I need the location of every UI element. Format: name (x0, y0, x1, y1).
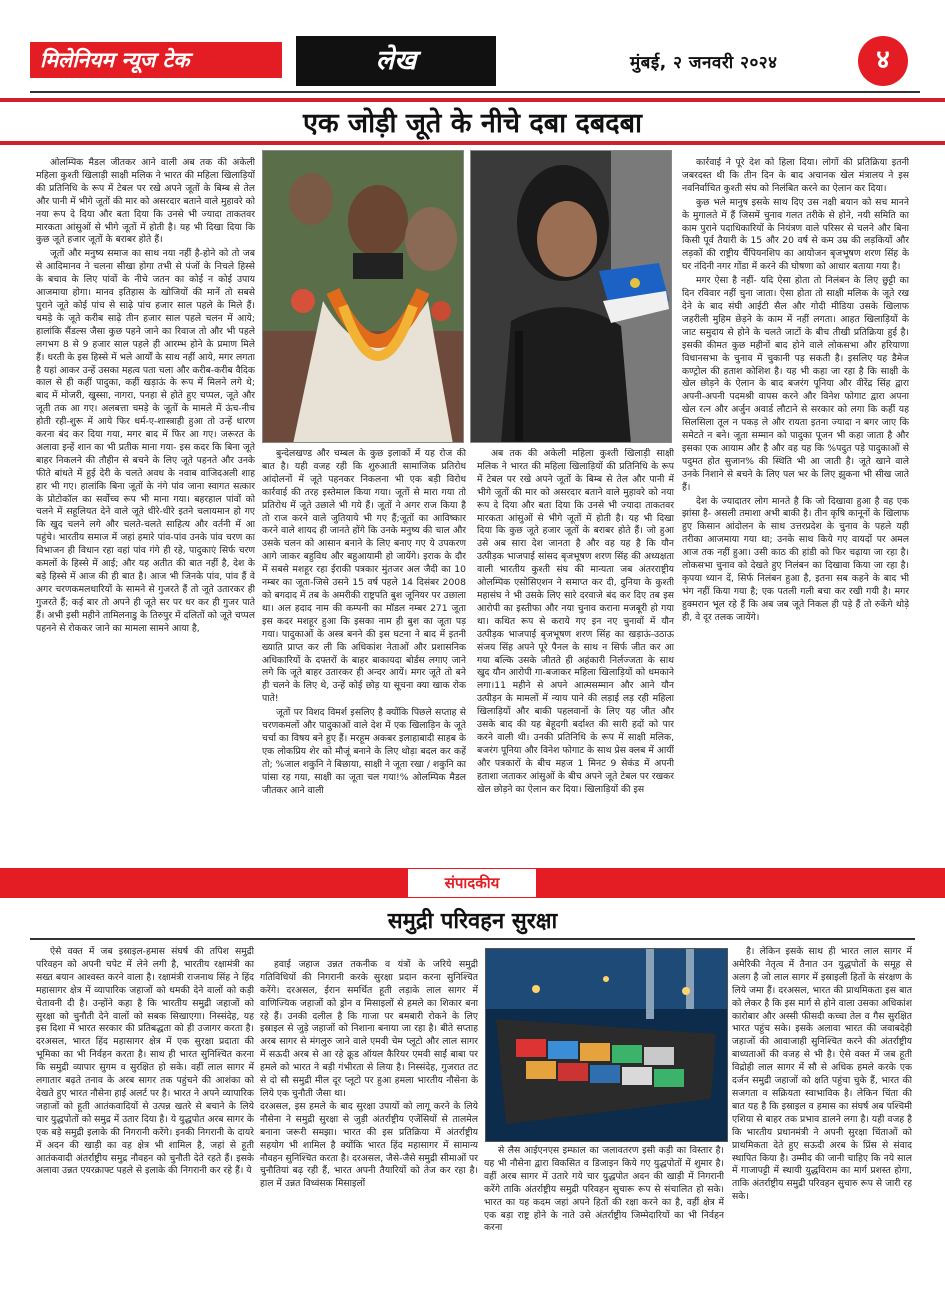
editorial-column-3 (484, 1145, 724, 1250)
article-headline: एक जोड़ी जूते के नीचे दबा दबदबा (302, 108, 643, 139)
article-paragraph: अब तक की अकेली महिला कुश्ती खिलाड़ी साक्षी मलिक ने भारत की महिला खिलाड़ियों की प्रतिनिधि के रूप में टेबल पर रखे अपने जूतों के बिम्ब से तेल और पानी में भीगे जूतों की मार को असरदार बताने वाले मुहावरे को नया रूप दे दिया और बता दिया कि उनसे भी ज्यादा ताकतवर मारकता आंसुओं से भीगे जूतों में होती है। यह भी दिखा दिया कि कुछ जूते हजार जूतों के बराबर होते हैं। जो हुआ उसे अब सारा देश जानता है और वह यह है कि यौन उत्पीड़क भाजपाई सांसद बृजभूषण शरण सिंह की अध्यक्षता वाली भारतीय कुश्ती संघ की मान्यता जब अंतरराष्ट्रीय ओलम्पिक एसोसिएशन ने समाप्त कर दी, दुनिया के कुश्ती महासंघ ने भी उसके लिए सारे दरवाजे बंद कर दिए तब इस आरोपी का इस्तीफा और नया चुनाव कराना मजबूरी हो गया था। कथित रूप से कराये गए इन नए चुनावों में यौन उत्पीड़क भाजपाई बृजभूषण शरण सिंह का खड़ाऊं-उठाऊ संजय सिंह अपने पूरे पैनल के साथ न सिर्फ जीत कर आ गया बल्कि उसके जीतते ही अहंकारी निर्लज्जता के साथ खुद यौन आरोपी गा-बजाकर महिला खिलाड़ियों को धमकाने लगा।11 महीने से अपने आत्मसम्मान और आने यौन उत्पीड़न के मामलों में न्याय पाने की लड़ाई लड़ रही महिला खिलाड़ियों और बाकी पहलवानों के लिए यह जीत और उसके बाद की यह बेहूदगी बर्दाश्त की सारी हदों को पार करने वाली थी। उनकी प्रतिनिधि के रूप में साक्षी मलिक, बजरंग पूनिया और विनेश फोगाट के साथ प्रेस क्लब में आयीं और पत्रकारों के बीच महज 1 मिनट 9 सेकंड में अपनी हताशा जताकर आंसुओं के बीच अपने जूते टेबल पर रखकर खेल छोड़ने का ऐलान कर दिया। खिलाड़ियों की इस (477, 448, 674, 795)
editorial-headline: समुद्री परिवहन सुरक्षा (387, 909, 558, 934)
article-paragraph: देश के ज्यादातर लोग मानते है कि जो दिखावा हुआ है वह एक झांसा है- असली तमाशा अभी बाकी है। तीन कृषि कानूनों के खिलाफ हुए किसान आंदोलन के साथ उत्तरप्रदेश के चुनाव के पहले यही तरीका आजमाया गया था; उनके साथ किये गए वायदों पर अमल आज तक नहीं हुआ। उसी काठ की हांडी को फिर चढ़ाया जा रहा है। लोकसभा चुनाव को देखते हुए निलंबन का दिखावा किया जा रहा है। कृपया ध्यान दें, सिर्फ निलंबन हुआ है, इतना सब कहने के बाद भी भंग नहीं किया गया है; एक पतली गली बचा कर रखी गयी है। मगर हुक्मरान भूल रहे हैं कि अब जब जूते निकल ही पड़े हैं तो रुकेंगे थोड़े ही, वे दूर तलक जायेंगे। (682, 495, 909, 623)
article-paragraph: कार्रवाई ने पूरे देश को हिला दिया। लोगों की प्रतिक्रिया इतनी जबरदस्त थी कि तीन दिन के बाद अचानक खेल मंत्रालय ने इस नवनिर्वाचित कुश्ती संघ को निलंबित करने का ऐलान कर दिया। (682, 157, 909, 194)
headline-top-bar (0, 98, 945, 102)
editorial-tag: संपादकीय (408, 869, 536, 897)
photo-sakshi-malik-shoes (470, 150, 672, 443)
editorial-column-1 (36, 946, 254, 1246)
editorial-column-2 (260, 946, 478, 1246)
editorial-rule (30, 938, 915, 940)
page-number: ४ (858, 36, 908, 86)
publication-name: मिलेनियम न्यूज टेक (30, 42, 282, 78)
headline-bottom-bar (0, 141, 945, 145)
article-column-2 (262, 448, 466, 864)
editorial-paragraph: है। लेकिन इसके साथ ही भारत लाल सागर में अमेरिकी नेतृत्व में तैनात उन युद्धपोतों के समूह से अलग है जो लाल सागर में इस्राइली हितों के संरक्षण के लिये जमा हैं। दरअसल, भारत की प्राथमिकता इस बात को लेकर है कि इस मार्ग से होने वाला उसका अधिकांश कारोबार और अस्सी फीसदी कच्चा तेल व गैस सुरक्षित भारत पहुंच सके। इसके अलावा भारत की जवाबदेही जहाजों की आवाजाही सुनिश्चित करने की अंतर्राष्ट्रीय बाध्यताओं की वजह से भी है। ऐसे वक्त में जब हूती विद्रोही लाल सागर में सौ से अधिक हमले करके एक दर्जन समुद्री जहाजों को क्षति पहुंचा चुके हैं, भारत की सजगता व सक्रियता स्वाभाविक है। लेकिन चिंता की बात यह है कि इस्राइल व हमास का संघर्ष अब पश्चिमी एशिया से बाहर तक प्रभाव डालने लगा है। यही वजह है कि भारतीय प्रधानमंत्री ने अपनी सुरक्षा चिंताओं को प्राथमिकता देते हुए सऊदी अरब के प्रिंस से संवाद स्थापित किया है। उम्मीद की जानी चाहिए कि नये साल में गाजापट्टी में स्थायी युद्धविराम का मार्ग प्रशस्त होगा, ताकि अंतर्राष्ट्रीय समुद्री परिवहन सुचारु रूप से जारी रह सके। (732, 946, 912, 1203)
article-paragraph: ओलम्पिक मैडल जीतकर आने वाली अब तक की अकेली महिला कुश्ती खिलाड़ी साक्षी मलिक ने भारत की महिला खिलाड़ियों की प्रतिनिधि के रूप में टेबल पर रखे अपने जूतों के बिम्ब से तेल और पानी में भीगे जूतों की मार को असरदार बताने वाले मुहावरे को नया रूप दे दिया और बता दिया कि उनसे भी ज्यादा ताकतवर मारकता आंसुओं से भीगे जूतों में होती है। यह भी दिखा दिया कि कुछ जूते हजार जूतों के बराबर होते हैं। (36, 157, 255, 246)
editorial-paragraph: हवाई जहाज उन्नत तकनीक व यंत्रों के जरिये समुद्री गतिविधियों की निगरानी करके सुरक्षा प्रदान करना सुनिश्चित करेंगे। दरअसल, ईरान समर्थित हूती लड़ाके लाल सागर में वाणिज्यिक जहाजों को ड्रोन व मिसाइलों से हमले का शिकार बना रहे हैं। उनकी दलील है कि गाजा पर बमबारी रोकने के लिए इस्राइल से जुड़े जहाजों को निशाना बनाया जा रहा है। बीते सप्ताह अरब सागर से मंगलुरु जाने वाले एमवी चेम प्लूटो और लाल सागर में सऊदी अरब से आ रहे क्रूड ऑयल कैरियर एमवी साईं बाबा पर हमले को भारत ने बड़ी गंभीरता से लिया है। निस्संदेह, गुजरात तट से दो सौ समुद्री मील दूर प्लूटो पर हुआ हमला भारतीय नौसेना के लिये एक चुनौती जैसा था। दरअसल, इस हमले के बाद सुरक्षा उपायों को लागू करने के लिये नौसेना ने समुद्री सुरक्षा से जुड़ी अंतर्राष्ट्रीय एजेंसियों से तालमेल बनाना जरूरी समझा। भारत की इस प्रतिक्रिया में अंतर्राष्ट्रीय सहयोग भी शामिल है क्योंकि भारत हिंद महासागर में सामान्य नौवहन सुनिश्चित करता है। दरअसल, जैसे-जैसे समुद्री सीमाओं पर चुनौतियां बढ़ रही हैं, भारत अपनी तैयारियों को तेज कर रहा है। हाल में उन्नत विध्वंसक मिसाइलों (260, 958, 478, 1190)
masthead (30, 36, 920, 86)
photo-politicians-garlanded (262, 150, 464, 443)
issue-date: मुंबई, २ जनवरी २०२४ (630, 53, 778, 73)
photo-cargo-ship (485, 948, 728, 1142)
article-paragraph: जूतों और मनुष्य समाज का साथ नया नहीं है-होने को तो जब से आदिमानव ने चलना सीखा होगा तभी से पंजों के निचले हिस्से के बचाव के लिए पांवों के नीचे जतन का कोई न कोई उपाय आजमाया होगा। मानव इतिहास के खोजियों की मानें तो सबसे पुराने जूते कोई पांच से साढ़े पांच हजार साल पहले के मिले हैं। चमड़े के जूते करीब साढ़े तीन हजार साल पहले चलन में आये; हालांकि सैंडल्स जैसा कुछ पहने जाने का रिवाज तो और भी पहले लगभग 8 से 9 हजार साल पहले ही आरम्भ होने के प्रमाण मिले हैं। धरती के इस हिस्से में भले आर्यों के साथ नहीं आये, मगर लगता है यहां आकर उन्हें उसका महत्व पता चला और करीब-करीब वैदिक काल से ही कहीं पादुका, कहीं खड़ाऊं के रूप में मिलने लगे थे; बाद में मोजरी, खुस्सा, नागरा, पनहा से होते हुए चप्पल, जूते और जूती तक आ गए। अलबत्ता चमड़े के जूतों के मामले में ऊंच-नीच होती रही-शुरू में आये फिर धर्म-ए-शास्त्राही हुआ तो उन्हें धारण करना बंद कर दिया गया, मगर बाद में फिर आ गए। जरूरत के अलावा इन्हें शान का भी प्रतीक माना गया- इस कदर कि बिना जूते बाहर निकलने की तौहीन से बचने के लिए जूते पहनते और उनके फीते बांधते में हुई देरी के चलते अवध के नवाब वाजिदअली शाह हार भी गए। हालांकि बिना जूतों के नंगे पांव जाना स्वागत सत्कार के प्रोटोकॉल का सर्वोच्च रूप भी माना गया। बहरहाल पांवों को चलने में सहूलियत देने वाले जूते धीरे-धीरे इतने चलायमान हो गए कि खुद चलने लगे और चलते-चलते साहित्य और वर्तनी में आ पहुंचे। भारतीय समाज में जहां हमारे पांव-पांव उनके पांव चरण का विभाजन ही विधान रहा वहां पांव गंगे ही रहे, पादुकाएं सिर्फ चरण कमलों के हिस्से में आई; और यह अतीत की बात नहीं है, देश के बड़े हिस्से में आज की ही बात है। आज भी जिनके पांव, पांव हैं वे अगर चरणकमलधारियों के सामने से गुजरते हैं तो जूते उतारकर ही गुजरते हैं; कई बार तो अपने ही जूते सर पर धर कर ही गुजर पाते हैं। अभी इसी महीने तामिलनाडु के तिरुपुर में दलितों को जूते चप्पल पहनने से रोककर जाने का मामला सामने आया है, (36, 248, 255, 634)
article-paragraph: बुन्देलखण्ड और चम्बल के कुछ इलाकों में यह रोज की बात है। यही वजह रही कि शुरुआती सामाजिक प्रतिरोध आंदोलनों में जूते पहनकर निकलना भी एक बड़ी विरोध कार्रवाई की तरह इस्तेमाल किया गया। जूतों से मारा गया तो प्रतिरोध में जूते उछाले भी गये हैं। जूतों ने अगर राज किया है तो राज करने वाले जुतियाये भी गए हैं;जूतों का आविष्कार करने वाले शायद ही जानते होंगे कि उनके मनुष्य की चाल और उसके चलन को आसान बनाने के लिए बनाए गए ये उपकरण आगे जाकर बहुविध और बहुआयामी हो जायेंगे। इराक के दौर में सबसे मशहूर रहा ईराकी पत्रकार मुंतजर अल जैदी का 10 नम्बर का जूता-जिसे उसने 15 वर्ष पहले 14 दिसंबर 2008 को बगदाद में तब के अमरीकी राष्ट्रपति बुश जूनियर पर उछाला था। अल हदाद नाम की कम्पनी का मॉडल नम्बर 271 जूता इस कदर मशहूर हुआ कि इसका नाम ही बुश का जूता पड़ गया। पादुकाओं के अस्त्र बनने की इस घटना ने बाद में इतनी ख्याति प्राप्त कर ली कि अधिकांश नेताओं और प्रशासनिक अधिकारियों के दफ्तरों के बाहर बाकायदा बोर्डस लगाए जाने लगे कि जूते बाहर उतारकर ही अन्दर आयें। मगर जूते तो बने ही चलने के लिए थे, उन्हें कोई छोड़ या सूचना क्या खाक रोक पाते! (262, 448, 466, 705)
article-paragraph: कुछ भले मानुष इसके साथ दिए उस नक्षी बयान को सच मानने के मुगालते में हैं जिसमें चुनाव गलत तरीके से होने, नयी समिति का काम पुराने पदाधिकारियों के नियंत्रण वाले परिसर से चलने और बिना किसी पूर्व तैयारी के 15 और 20 वर्ष से कम उम्र की लड़कियों और लड़कों की राष्ट्रीय चैंपियनशिप का आयोजन बृजभूषण शरण सिंह के घर नंदिनी नगर गोंडा में करने की घोषणा को आधार बताया गया है। (682, 196, 909, 273)
article-column-3 (477, 448, 674, 864)
masthead-rule (30, 91, 920, 93)
editorial-column-4 (732, 946, 912, 1246)
section-label: लेख (296, 36, 496, 86)
article-paragraph: मगर ऐसा है नहीं- यदि ऐसा होता तो निलंबन के लिए छुट्टी का दिन रविवार नहीं चुना जाता। ऐसा होता तो साक्षी मलिक के जूते रख देने के बाद संघी आईटी सैल और गोदी मीडिया उसके खिलाफ जहरीली मुहिम छेड़ने के काम में नहीं लगता। आहत खिलाड़ियों के जाट समुदाय से होने के चलते जाटों के बीच तीखी प्रतिक्रिया हुई है। इसकी कीमत कुछ महीनों बाद होने वाले लोकसभा और हरियाणा विधानसभा के चुनाव में चुकानी पड़ सकती है। इसलिए यह डैमेज कण्ट्रोल की हताश कोशिश है। यह भी कहा जा रहा है कि साक्षी के खेल छोड़ने के ऐलान के बाद बजरंग पूनिया और वीरेंद्र सिंह द्वारा अपनी-अपनी पदमश्री वापस करने और विनेश फोगाट द्वारा अपना खेल रत्न और अर्जुन अवार्ड लौटाने से सरकार को लगा कि कहीं यह सिलसिला तूल न पकड़ ले और रायता इतना ज्यादा न बगर जाए कि समेटते न बने। जूता सम्मान को पादुका पूजन भी कहा जाता है और इसका एक आयाम और है और वह यह कि %पदुत पड़े पादुकाओं से पदुमत होत सुजान% की स्थिति भी आ जाती है। जूते खाने वाले उनके निशाने से बचने के लिए पल भर के लिए झुकना भी सीख जाते हैं। (682, 275, 909, 493)
editorial-paragraph: से लैस आईएनएस इम्फाल का जलावतरण इसी कड़ी का विस्तार है। यह भी नौसेना द्वारा विकसित व डिजाइन किये गए युद्धपोतों में शुमार है। वहीं अरब सागर में उतारे गये चार युद्धपोत अदन की खाड़ी में निगरानी करेंगे ताकि अंतर्राष्ट्रीय समुद्री परिवहन सुचारू रूप से संचालित हो सके। भारत का यह कदम जहां अपने हितों की रक्षा करने का है, वहीं क्षेत्र में एक बड़ा राष्ट्र होने के नाते उसे अंतर्राष्ट्रीय जिम्मेदारियों का भी निर्वहन करना (484, 1145, 724, 1234)
article-paragraph: जूतों पर विशद विमर्श इसलिए है क्योंकि पिछले सप्ताह से चरणकमलों और पादुकाओं वाले देश में एक खिलाड़िन के जूते चर्चा का विषय बने हुए हैं। मरहूम अकबर इलाहाबादी साहब के एक लोकप्रिय शेर को मौजूं बनाने के लिए थोड़ा बदल कर कहें तो; %जाल शकुनि ने बिछाया, साक्षी ने जूता रखा / शकुनि का पांसा रह गया, साक्षी का जूता चल गया!% ओलम्पिक मैडल जीतकर आने वाली (262, 707, 466, 796)
article-column-1 (36, 157, 255, 862)
article-column-4 (682, 157, 909, 862)
editorial-paragraph: ऐसे वक्त में जब इस्राइल-हमास संघर्ष की तपिश समुद्री परिवहन को अपनी चपेट में लेने लगी है, भारतीय रक्षामंत्री का सख्त बयान आश्वस्त करने वाला है। रक्षामंत्री राजनाथ सिंह ने हिंद महासागर क्षेत्र में व्यापारिक जहाजों को धमकी देने वालों को कड़ी चेतावनी दी है। उन्होंने कहा है कि भारतीय समुद्री जहाजों को सुरक्षा को चुनौती देने वालों को सबक सिखाएगा। निस्संदेह, यह इस दिशा में भारत सरकार की प्रतिबद्धता को ही उजागर करता है। दरअसल, भारत हिंद महासागर क्षेत्र में एक सुरक्षा प्रदाता की भूमिका का भी निर्वहन करता है। साथ ही भारत सुनिश्चित करना कि समुद्री व्यापार सुगम व सुरक्षित हो सके। वहीं लाल सागर में लगातार बढ़ते तनाव के अरब सागर तक पहुंचने की आशंका को देखते हुए भारत नौसेना हाई अलर्ट पर है। भारत ने अपने व्यापारिक जहाजों को हूती आतंकवादियों से उत्पन्न खतरे से बचाने के लिये चार युद्धपोतों को समुद्र में उतार दिया है। ये युद्धपोत अरब सागर के एक बड़े समुद्री इलाके की निगरानी करेंगे। इनकी निगरानी के दायरे में अदन की खाड़ी का वह क्षेत्र भी शामिल है, जहां से हूती आतंकवादी अंतर्राष्ट्रीय समुद्र नौवहन को चुनौती देते रहते हैं। इसके अलावा उन्नत एयरक्राफ्ट पहले से इलाके की निगरानी कर रहे हैं। ये (36, 946, 254, 1177)
